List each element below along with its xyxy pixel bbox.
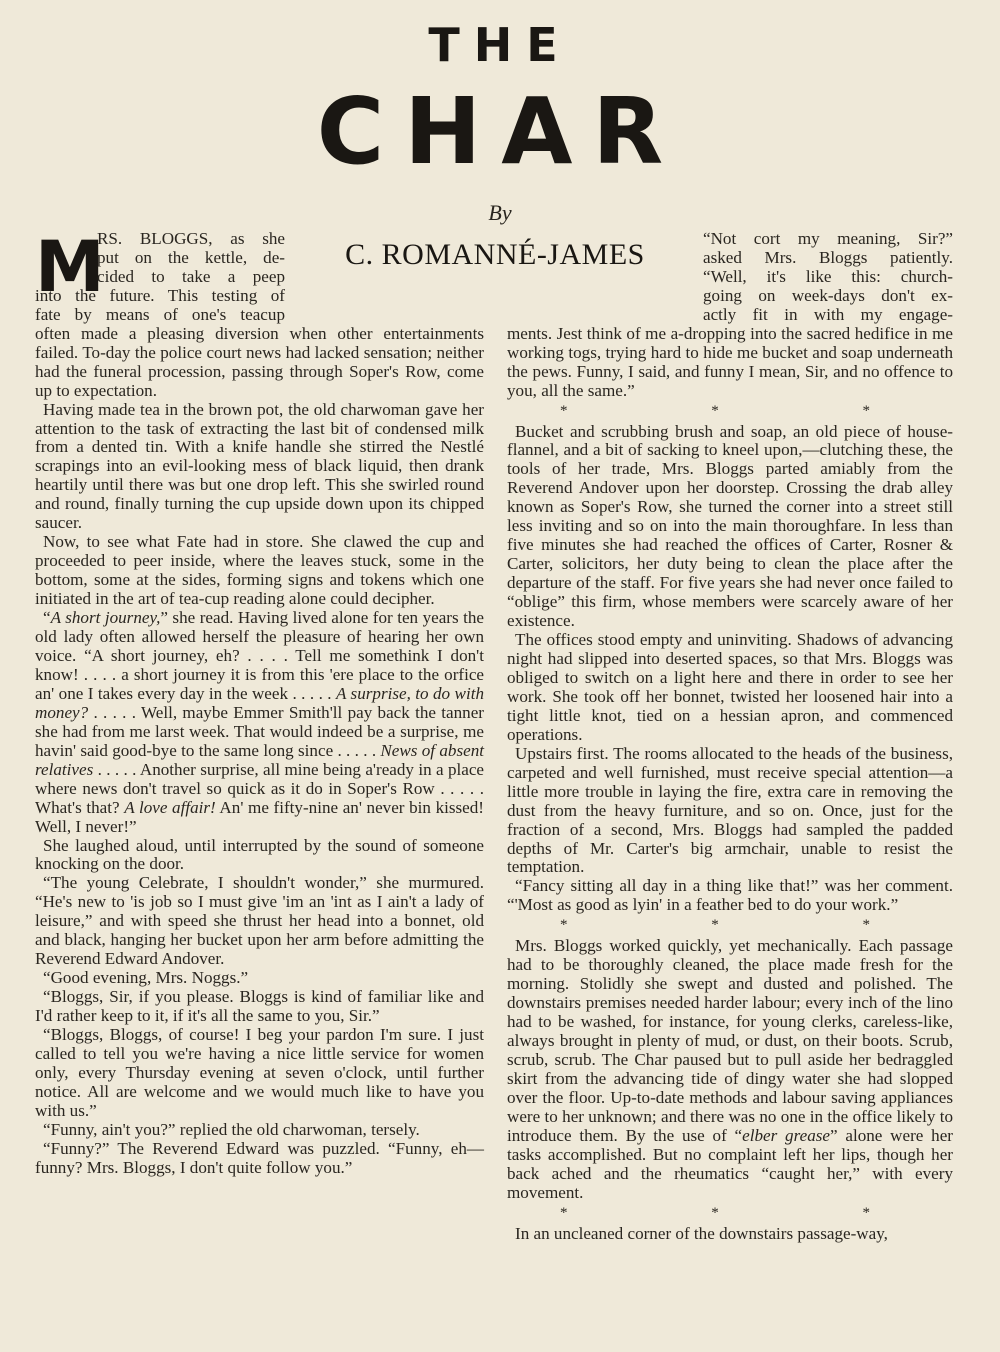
- paragraph: “Good evening, Mrs. Noggs.”: [43, 968, 249, 988]
- left-intro-dropcap-lines: [97, 230, 285, 287]
- right-intro-lines: [703, 230, 953, 325]
- intro-line: put on the kettle, de-: [97, 247, 285, 267]
- italic-text: News of absent relatives: [35, 740, 484, 779]
- text-span: ” alone were her tasks accomplished. But no complaint left her lips, though her back ached and the rheumatics “caught her,” with every movement.: [507, 1125, 953, 1202]
- paragraph: “Funny, ain't you?” replied the old charwoman, tersely.: [43, 1119, 420, 1139]
- paragraph: “The young Celebrate, I shouldn't wonder,” she murmured. “He's new to 'is job so I must give 'im an 'int as I ain't a lady of leisure,” and with speed she thrust her head into a bonnet, old and black, hanging her bucket upon her arm before admitting the Reverend Edward Andover.: [35, 873, 484, 969]
- text-span: . . . . . Well, maybe Emmer Smith'll pay back the tanner she had from me larst week. That would indeed be a surprise, me havin' said good-bye to the same long since . . . . .: [35, 702, 484, 760]
- intro-line: “Not cort my meaning, Sir?”: [703, 229, 953, 248]
- paragraph: “Bloggs, Sir, if you please. Bloggs is kind of familiar like and I'd rather keep to it, if it's all the same to you, Sir.”: [35, 987, 484, 1026]
- paragraph: Now, to see what Fate had in store. She clawed the cup and proceeded to peer inside, where the leaves stuck, some in the bottom, some at the sides, forming signs and tokens which one initiated in the art of tea-cup reading alone could decipher.: [35, 532, 484, 609]
- byline-by: By: [488, 200, 512, 225]
- paragraph: often made a pleasing diversion when other entertainments failed. To-day the police court news had lacked sensation; neither had the funeral procession, passing through Soper's Row, come up to expectation.: [35, 323, 484, 400]
- text-span: Mrs. Bloggs worked quickly, yet mechanically. Each passage had to be thoroughly cleaned, the place made fresh for the morning. Stolidly she swept and dusted and polished. The downstairs premises needed harder labour; every inch of the lino had to be washed, for instance, for young clerks, careless-like, always brought in plenty of mud, or dust, on their boots. Scrub, scrub, scrub. The Char paused but to pull aside her bedraggled skirt from the advancing tide of dingy water she had slopped over the floor. Up-to-date methods and labour saving appliances were to her unknown; and there was no one in the office likely to introduce them. By the use of “: [507, 936, 953, 1145]
- text-span: An' me fifty-nine an' never bin kissed! Well, I never!”: [35, 797, 484, 836]
- paragraph: ments. Jest think of me a-dropping into the sacred hedifice in me working togs, trying hard to hide me bucket and soap underneath the pews. Funny, I said, and funny I mean, Sir, and no offence to you, all the same.”: [507, 323, 953, 400]
- text-span: ” she read. Having lived alone for ten years the old lady often allowed herself the pleasure of hearing her own voice. “A short journey, eh? . . . . Tell me somethink I don't know! . . . . a short journey it is from this 'ere place to the orfice an' one I takes every day in the week . . . . .: [35, 608, 484, 703]
- italic-text: elber grease: [742, 1125, 830, 1145]
- text-span: . . . . . Another surprise, all mine being a'ready in a place where news don't travel so quick as it do in Soper's Row . . . . . What's that?: [35, 759, 484, 817]
- intro-line: “Well, it's like this: church-: [703, 266, 953, 286]
- paragraph: Upstairs first. The rooms allocated to the heads of the business, carpeted and well furnished, must receive special attention—a little more trouble in laying the fire, extra care in removing the dust from the heavy furniture, and so on. Once, just for the fraction of a second, Mrs. Bloggs had sampled the padded depths of Mr. Carter's big armchair, unable to resist the temptation.: [507, 743, 953, 877]
- left-column: [35, 226, 484, 1178]
- intro-line: into the future. This testing of: [35, 285, 285, 305]
- paragraph: “Bloggs, Bloggs, of course! I beg your pardon I'm sure. I just called to tell you we're having a nice little service for women only, every Thursday evening at seven o'clock, until further notice. All are welcome and we would much like to have you with us.”: [35, 1025, 484, 1120]
- title-line-2: CHAR: [316, 78, 684, 185]
- italic-text: A surprise, to do with money?: [35, 683, 484, 722]
- paragraph: She laughed aloud, until interrupted by the sound of someone knocking on the door.: [35, 835, 484, 874]
- section-break: * * *: [560, 917, 940, 934]
- intro-line: actly fit in with my engage-: [703, 304, 953, 324]
- italic-text: A love affair!: [124, 797, 216, 817]
- intro-line: going on week-days don't ex-: [703, 285, 953, 305]
- title-line-1: THE: [428, 18, 572, 72]
- intro-line: RS. BLOGGS, as she: [97, 229, 285, 248]
- paragraph: In an uncleaned corner of the downstairs passage-way,: [515, 1223, 888, 1243]
- author-name: C. ROMANNÉ-JAMES: [345, 238, 645, 271]
- paragraph: The offices stood empty and uninviting. Shadows of advancing night had slipped into deserted spaces, so that Mrs. Bloggs was obliged to switch on a light here and there in order to see her work. She took off her bonnet, twisted her loosened hair into a tight little knot, tied on a hessian apron, and commenced operations.: [507, 630, 953, 744]
- right-column: [507, 230, 953, 1244]
- italic-text: A short journey,: [50, 608, 161, 628]
- section-break: * * *: [560, 402, 940, 419]
- paragraph: “Funny?” The Reverend Edward was puzzled. “Funny, eh—funny? Mrs. Bloggs, I don't quite follow you.”: [35, 1138, 484, 1177]
- intro-line: asked Mrs. Bloggs patiently.: [703, 247, 953, 267]
- paragraph: [35, 609, 484, 836]
- paragraph: [507, 937, 953, 1202]
- paragraph: “Fancy sitting all day in a thing like that!” was her comment. “'Most as good as lyin' in a feather bed to do your work.”: [507, 876, 953, 915]
- text-span: “: [43, 608, 51, 628]
- section-break: * * *: [560, 1204, 940, 1221]
- paragraph: Bucket and scrubbing brush and soap, an old piece of house-flannel, and a bit of sacking to kneel upon,—clutching these, the tools of her trade, Mrs. Bloggs parted amiably from the Reverend Andover upon her doorstep. Crossing the drab alley known as Soper's Row, she turned the corner into a street still less inviting and so on into the main thoroughfare. In less than five minutes she had reached the offices of Carter, Rosner & Carter, solicitors, her duty being to clean the place after the departure of the staff. For five years she had never once failed to “oblige” this firm, whose members were scarcely aware of her existence.: [507, 421, 953, 631]
- left-intro-lines: [35, 287, 285, 325]
- intro-line: cided to take a peep: [97, 266, 285, 286]
- drop-cap: M: [35, 226, 105, 308]
- paragraph: Having made tea in the brown pot, the old charwoman gave her attention to the task of extracting the last bit of condensed milk from a dented tin. With a knife handle she stirred the Nestlé scrapings into an evil-looking mess of black liquid, then drank heartily until there was but one drop left. This she swirled round and round, finally turning the cup upside down upon its chipped saucer.: [35, 399, 484, 533]
- intro-line: fate by means of one's teacup: [35, 304, 285, 324]
